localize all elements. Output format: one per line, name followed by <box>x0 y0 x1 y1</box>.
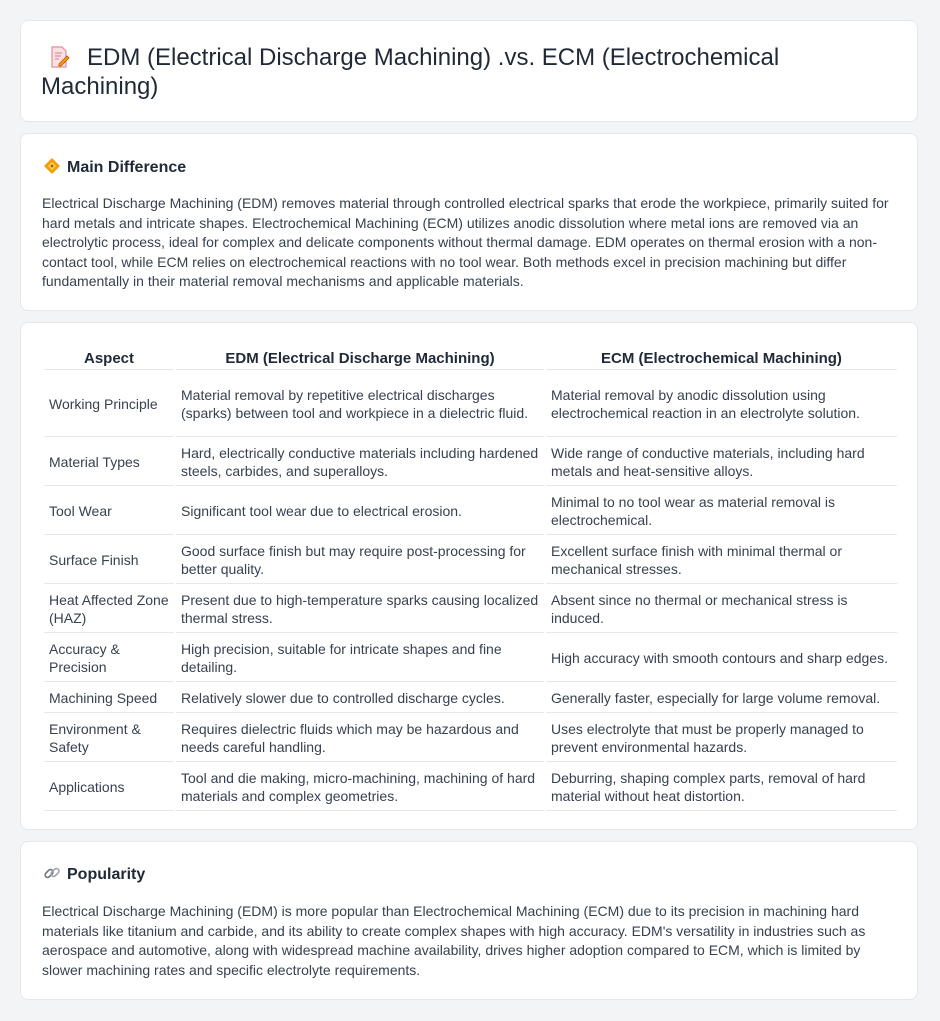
edm-cell: Good surface finish but may require post-processing for better quality. <box>176 537 544 584</box>
main-difference-heading <box>43 157 186 178</box>
diamond-icon <box>43 157 61 175</box>
table-row <box>44 488 897 535</box>
popularity-heading-text: Popularity <box>67 866 146 883</box>
header-aspect: Aspect <box>44 345 174 370</box>
table-row <box>44 684 897 713</box>
popularity-text: Electrical Discharge Machining (EDM) is more popular than Electrochemical Machining (ECM) due to its precision in machining hard materials like titanium and carbide, and its ability to create complex shapes with high accuracy. EDM's versatility in industries such as aerospace and automotive, along with widespread machine availability, drives higher adoption compared to ECM, which is limited by slower machining rates and specific electrolyte requirements. <box>42 903 866 978</box>
ecm-cell: High accuracy with smooth contours and sharp edges. <box>546 635 897 682</box>
table-row <box>44 586 897 633</box>
edm-cell: Hard, electrically conductive materials including hardened steels, carbides, and superalloys. <box>176 439 544 486</box>
ecm-cell: Excellent surface finish with minimal thermal or mechanical stresses. <box>546 537 897 584</box>
header-ecm: ECM (Electrochemical Machining) <box>546 345 897 370</box>
page-title-text: EDM (Electrical Discharge Machining) .vs. ECM (Electrochemical Machining) <box>41 44 780 100</box>
comparison-table <box>42 343 899 813</box>
link-icon <box>43 864 61 882</box>
main-difference-text: Electrical Discharge Machining (EDM) removes material through controlled electrical sparks that erode the workpiece, primarily suited for hard metals and intricate shapes. Electrochemical Machining (ECM) utilizes anodic dissolution where metal ions are removed via an electrolytic process, ideal for complex and delicate components without thermal damage. EDM operates on thermal erosion with a non-contact tool, while ECM relies on electrochemical reactions with no tool wear. Both methods excel in precision machining but differ fundamentally in their material removal mechanisms and applicable materials. <box>42 195 889 290</box>
aspect-cell: Environment & Safety <box>44 715 174 762</box>
table-row <box>44 372 897 437</box>
ecm-cell: Minimal to no tool wear as material removal is electrochemical. <box>546 488 897 535</box>
ecm-cell: Deburring, shaping complex parts, removal of hard material without heat distortion. <box>546 764 897 811</box>
aspect-cell: Working Principle <box>44 372 174 437</box>
main-difference-heading-text: Main Difference <box>67 159 187 176</box>
table-row <box>44 715 897 762</box>
table-row <box>44 439 897 486</box>
aspect-cell: Material Types <box>44 439 174 486</box>
page-title <box>41 43 891 101</box>
table-header-row <box>44 345 897 370</box>
ecm-cell: Absent since no thermal or mechanical stress is induced. <box>546 586 897 633</box>
aspect-cell: Heat Affected Zone (HAZ) <box>44 586 174 633</box>
ecm-cell: Uses electrolyte that must be properly managed to prevent environmental hazards. <box>546 715 897 762</box>
aspect-cell: Tool Wear <box>44 488 174 535</box>
edm-cell: Material removal by repetitive electrical discharges (sparks) between tool and workpiece in a dielectric fluid. <box>176 372 544 437</box>
ecm-cell: Wide range of conductive materials, including hard metals and heat-sensitive alloys. <box>546 439 897 486</box>
popularity-heading <box>43 864 145 885</box>
comparison-table-card <box>20 322 918 830</box>
edm-cell: High precision, suitable for intricate shapes and fine detailing. <box>176 635 544 682</box>
edm-cell: Present due to high-temperature sparks causing localized thermal stress. <box>176 586 544 633</box>
edm-cell: Relatively slower due to controlled discharge cycles. <box>176 684 544 713</box>
header-edm: EDM (Electrical Discharge Machining) <box>176 345 544 370</box>
aspect-cell: Machining Speed <box>44 684 174 713</box>
table-row <box>44 635 897 682</box>
ecm-cell: Material removal by anodic dissolution using electrochemical reaction in an electrolyte solution. <box>546 372 897 437</box>
table-row <box>44 537 897 584</box>
edm-cell: Requires dielectric fluids which may be hazardous and needs careful handling. <box>176 715 544 762</box>
table-row <box>44 764 897 811</box>
popularity-card <box>20 841 918 1000</box>
edm-cell: Tool and die making, micro-machining, machining of hard materials and complex geometries. <box>176 764 544 811</box>
title-card <box>20 20 918 122</box>
document-pencil-icon <box>47 45 71 69</box>
ecm-cell: Generally faster, especially for large volume removal. <box>546 684 897 713</box>
edm-cell: Significant tool wear due to electrical erosion. <box>176 488 544 535</box>
aspect-cell: Surface Finish <box>44 537 174 584</box>
main-difference-card <box>20 133 918 311</box>
aspect-cell: Accuracy & Precision <box>44 635 174 682</box>
aspect-cell: Applications <box>44 764 174 811</box>
